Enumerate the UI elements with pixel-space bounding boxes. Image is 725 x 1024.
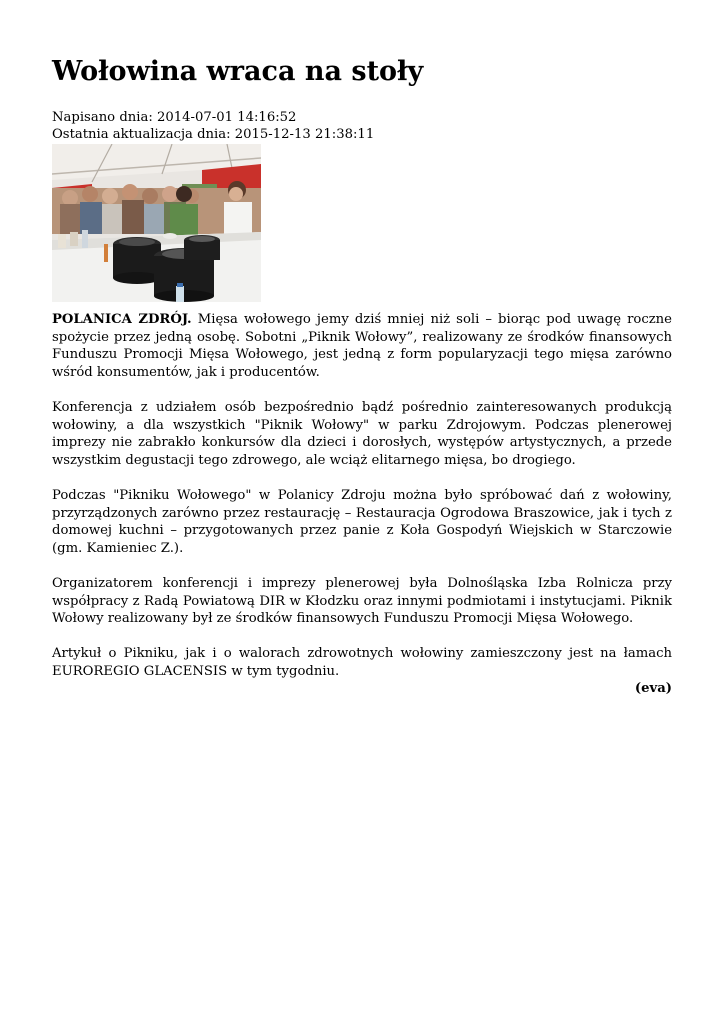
updated-date: 2015-12-13 21:38:11 — [234, 127, 375, 142]
body-paragraph-3: Organizatorem konferencji i imprezy plenerowej była Dolnośląska Izba Rolnicza przy współpracy z Radą Powiatową DIR w Kłodzku oraz innymi podmiotami i instytucjami. Piknik Wołowy realizowany był ze środków finansowych Funduszu Promocji Mięsa Wołowego. — [52, 575, 672, 627]
body-paragraph-4: Artykuł o Pikniku, jak i o walorach zdrowotnych wołowiny zamieszczony jest na łamach EUROREGIO GLACENSIS w tym tygodniu. — [52, 646, 672, 679]
published-date: 2014-07-01 14:16:52 — [156, 110, 297, 125]
lead-text: Mięsa wołowego jemy dziś mniej niż soli – biorąc pod uwagę roczne spożycie przez jedną osobę. Sobotni „Piknik Wołowy”, realizowany ze środków finansowych Funduszu Promocji Mięsa Wołowego, jest jedną z form popularyzacji tego mięsa zarówno wśród konsumentów, jak i producentów. — [52, 312, 672, 380]
lead-place: POLANICA ZDRÓJ. — [52, 312, 192, 327]
body-paragraph-1: Konferencja z udziałem osób bezpośrednio bądź pośrednio zainteresowanych produkcją wołowiny, a dla wszystkich "Piknik Wołowy" w parku Zdrojowym. Podczas plenerowej imprezy nie zabrakło konkursów dla dzieci i dorosłych, występów artystycznych, a przede wszystkim degustacji tego zdrowego, ale wciąż elitarnego mięsa, bo drogiego. — [52, 399, 672, 468]
updated-line — [52, 126, 374, 143]
article-body — [52, 311, 672, 716]
author-signoff: (eva) — [634, 681, 672, 697]
article-photo — [52, 144, 261, 302]
article-meta — [52, 109, 374, 143]
published-label: Napisano dnia: — [52, 110, 153, 125]
body-paragraph-2: Podczas "Pikniku Wołowego" w Polanicy Zdroju można było spróbować dań z wołowiny, przyrządzonych zarówno przez restaurację – Restauracja Ogrodowa Braszowice, jak i tych z domowej kuchni – przygotowanych przez panie z Koła Gospodyń Wiejskich w Starczowie (gm. Kamieniec Z.). — [52, 487, 672, 556]
article-title: Wołowina wraca na stoły — [52, 56, 424, 87]
updated-label: Ostatnia aktualizacja dnia: — [52, 127, 231, 142]
lead-paragraph — [52, 311, 672, 381]
published-line — [52, 109, 374, 126]
